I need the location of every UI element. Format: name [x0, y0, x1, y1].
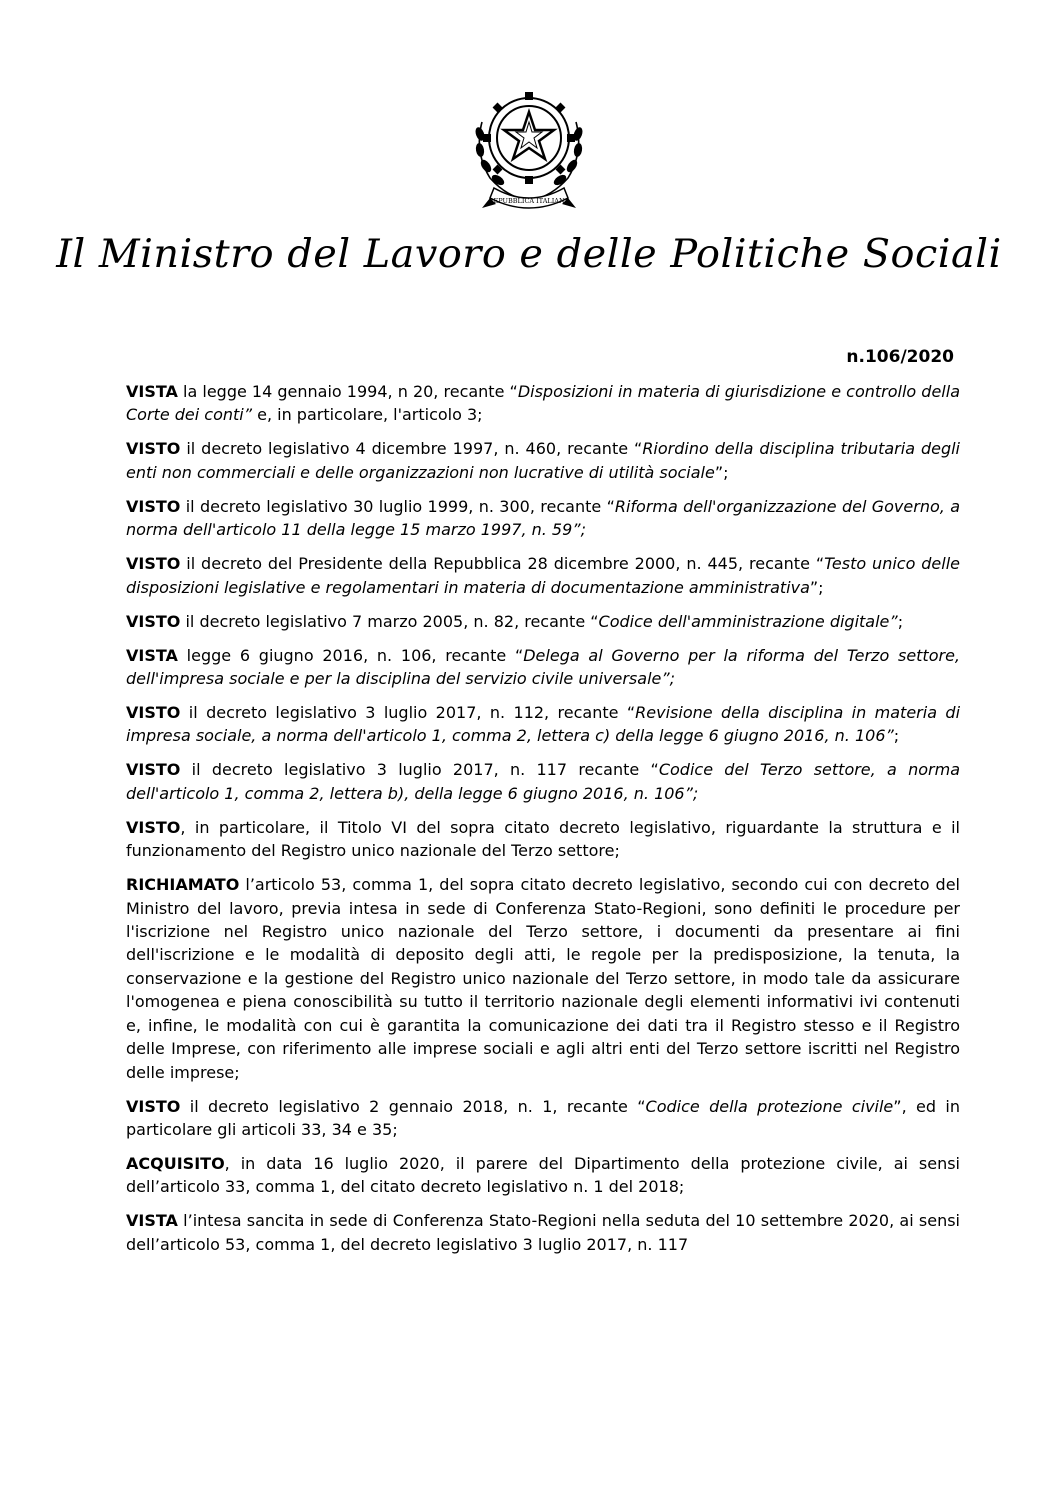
paragraph	[126, 1152, 960, 1199]
paragraph	[126, 495, 960, 542]
emblem-of-italy-icon	[468, 82, 590, 222]
paragraph	[126, 816, 960, 863]
paragraph-keyword: ACQUISITO	[126, 1153, 225, 1173]
paragraph	[126, 552, 960, 599]
paragraph-text: e, in particolare, l'articolo 3;	[252, 405, 483, 425]
svg-text:REPUBBLICA ITALIANA: REPUBBLICA ITALIANA	[488, 197, 570, 205]
paragraph-keyword: VISTO	[126, 817, 181, 837]
paragraph-text: ”;	[809, 577, 824, 597]
paragraph-keyword: VISTA	[126, 645, 178, 665]
paragraph-keyword: VISTA	[126, 1211, 178, 1231]
paragraph-text: il decreto legislativo 3 luglio 2017, n. 117 recante “	[180, 760, 659, 780]
paragraph-keyword: VISTO	[126, 703, 181, 723]
document-number: n.106/2020	[846, 347, 954, 367]
paragraph-text: il decreto del Presidente della Repubblica 28 dicembre 2000, n. 445, recante “	[180, 554, 825, 574]
cited-title: Delega al Governo per la riforma del Terzo settore, dell'impresa sociale e per la disciplina del servizio civile universale”;	[126, 645, 960, 689]
paragraph-text: , in data 16 luglio 2020, il parere del Dipartimento della protezione civile, ai sensi dell’articolo 33, comma 1, del citato decreto legislativo n. 1 del 2018;	[126, 1153, 960, 1197]
paragraph	[126, 644, 960, 691]
paragraph-text: il decreto legislativo 4 dicembre 1997, n. 460, recante “	[180, 439, 643, 459]
paragraph-text: il decreto legislativo 30 luglio 1999, n. 300, recante “	[180, 496, 615, 516]
paragraph-text: la legge 14 gennaio 1994, n 20, recante “	[177, 382, 518, 401]
cited-title: Revisione della disciplina in materia di impresa sociale, a norma dell'articolo 1, comma 2, lettera c) della legge 6 giugno 2016, n. 106”	[126, 703, 961, 746]
paragraph-keyword: VISTO	[126, 439, 181, 459]
cited-title: Riforma dell'organizzazione del Governo, a norma dell'articolo 11 della legge 15 marzo 1997, n. 59”;	[126, 496, 960, 540]
cited-title: Testo unico delle disposizioni legislative e regolamentari in materia di documentazione amministrativa	[126, 554, 961, 597]
paragraph-text: , in particolare, il Titolo VI del sopra citato decreto legislativo, riguardante la struttura e il funzionamento del Registro unico nazionale del Terzo settore;	[126, 817, 960, 861]
paragraph-text: l’intesa sancita in sede di Conferenza Stato-Regioni nella seduta del 10 settembre 2020, ai sensi dell’articolo 53, comma 1, del decreto legislativo 3 luglio 2017, n. 117	[126, 1211, 960, 1254]
paragraph-text: legge 6 giugno 2016, n. 106, recante “	[177, 645, 524, 665]
paragraph-keyword: RICHIAMATO	[126, 875, 240, 895]
paragraph-text: il decreto legislativo 3 luglio 2017, n. 112, recante “	[180, 703, 636, 723]
cited-title: Riordino della disciplina tributaria degli enti non commerciali e delle organizzazioni non lucrative di utilità sociale	[126, 439, 961, 482]
paragraph-keyword: VISTO	[126, 760, 181, 780]
cited-title: Disposizioni in materia di giurisdizione e controllo della Corte dei conti”	[126, 382, 960, 425]
paragraph	[126, 758, 960, 805]
paragraph-text: ”;	[714, 462, 729, 482]
paragraph-keyword: VISTO	[126, 1096, 181, 1116]
paragraph-keyword: VISTO	[126, 496, 181, 516]
cited-title: Codice dell'amministrazione digitale”	[598, 611, 898, 631]
paragraph	[126, 701, 960, 748]
paragraph-text: ;	[893, 726, 900, 746]
cited-title: Codice della protezione civile	[645, 1096, 894, 1116]
paragraph	[126, 873, 960, 1084]
paragraph-keyword: VISTO	[126, 611, 181, 631]
ministry-title: Il Ministro del Lavoro e delle Politiche Sociali	[56, 232, 1002, 277]
paragraph-text: l’articolo 53, comma 1, del sopra citato decreto legislativo, secondo cui con decreto del Ministro del lavoro, previa intesa in sede di Conferenza Stato-Regioni, sono definiti le procedure per l'iscrizione nel Registro unico nazionale del Terzo settore, i documenti da presentare ai fini dell'iscrizione e le modalità di deposito degli atti, le regole per la predisposizione, la tenuta, la conservazione e la gestione del Registro unico nazionale del Terzo settore, in modo tale da assicurare l'omogenea e piena conoscibilità su tutto il territorio nazionale degli elementi informativi ivi contenuti e, infine, le modalità con cui è garantita la comunicazione dei dati tra il Registro stesso e il Registro delle Imprese, con riferimento alle imprese sociali e agli altri enti del Terzo settore iscritti nel Registro delle imprese;	[126, 875, 960, 1082]
paragraph-keyword: VISTO	[126, 554, 181, 574]
paragraph	[126, 610, 960, 633]
paragraph	[126, 437, 960, 484]
document-body	[126, 380, 960, 1267]
paragraph	[126, 380, 960, 427]
paragraph-text: il decreto legislativo 2 gennaio 2018, n. 1, recante “	[180, 1096, 646, 1116]
cited-title: Codice del Terzo settore, a norma dell'articolo 1, comma 2, lettera b), della legge 6 giugno 2016, n. 106”;	[126, 760, 960, 803]
paragraph-text: il decreto legislativo 7 marzo 2005, n. 82, recante “	[180, 611, 599, 631]
paragraph	[126, 1095, 960, 1142]
paragraph	[126, 1209, 960, 1256]
paragraph-text: ”, ed in particolare gli articoli 33, 34 e 35;	[126, 1096, 961, 1139]
paragraph-text: ;	[897, 611, 904, 631]
paragraph-keyword: VISTA	[126, 382, 178, 401]
